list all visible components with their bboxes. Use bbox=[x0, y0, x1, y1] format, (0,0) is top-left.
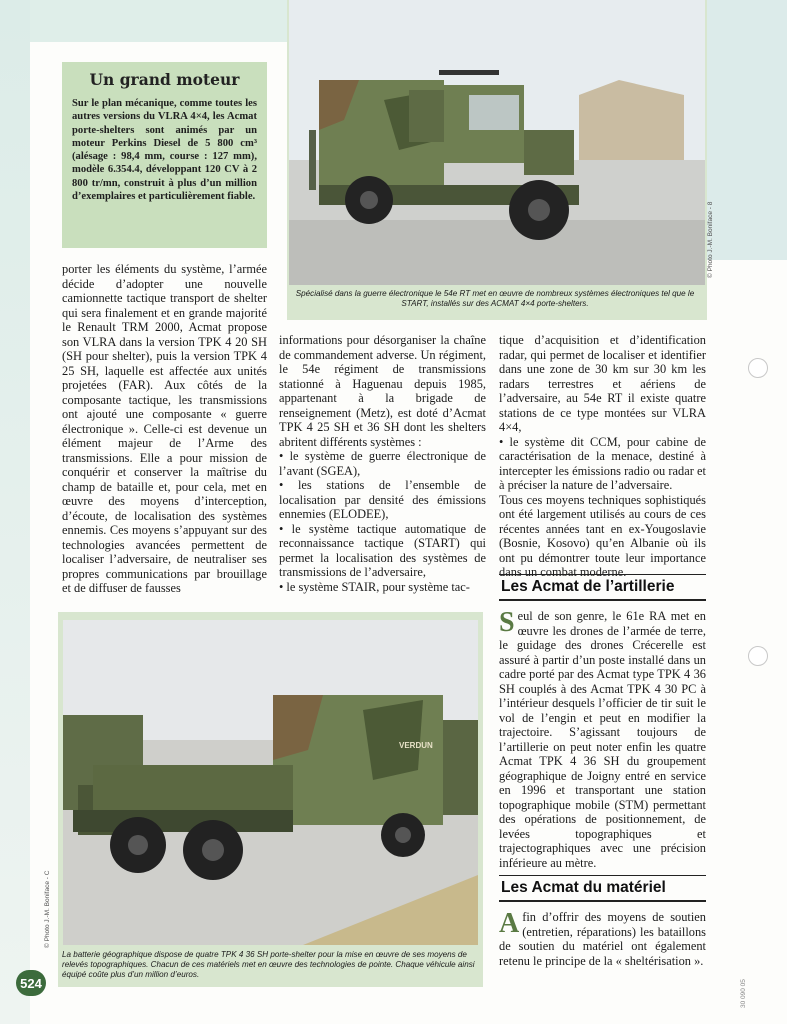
photo1-caption: Spécialisé dans la guerre électronique le 54e RT met en œuvre de nombreux systèmes électroniques tel que le START, installés sur des ACMAT 4×4 porte-shelters. bbox=[295, 289, 695, 308]
photo1-credit: © Photo J.-M. Boniface - 8 bbox=[707, 201, 714, 278]
section-heading-materiel: Les Acmat du matériel bbox=[499, 875, 706, 902]
article-column-2 bbox=[279, 333, 486, 594]
column2-bullet-start: • le système tactique automatique de reconnaissance tactique (START) qui permet la localisation des systèmes de transmissions de l’adversaire, bbox=[279, 521, 486, 579]
section-artillerie-body bbox=[499, 609, 706, 870]
section-materiel-text: fin d’offrir des moyens de soutien (entretien, réparations) les bataillons de soutien du matériel ont également retenu le principe de la « sheltérisation ». bbox=[499, 910, 706, 968]
binder-hole-top bbox=[748, 358, 768, 378]
intro-title: Un grand moteur bbox=[89, 70, 240, 89]
right-color-band bbox=[704, 0, 787, 260]
photo2-caption: La batterie géographique dispose de quatre TPK 4 36 SH porte-shelter pour la mise en œuvre de ses moyens de relevés topographiques. Chacun de ces matériels met en œuvre des technologies de pointe. Chaque véhicule ainsi équipé coûte plus d’un million d’euros. bbox=[62, 950, 475, 979]
column2-bullet-stair: • le système STAIR, pour système tac- bbox=[279, 579, 470, 594]
dropcap-materiel: A bbox=[499, 908, 520, 939]
photo-truck-verdun bbox=[63, 620, 478, 945]
intro-box bbox=[62, 62, 267, 248]
column3-paragraph: tique d’acquisition et d’identification radar, qui permet de localiser et identifier dans une zone de 30 km sur 30 km les radars terrestres et aériens de l’adversaire, au 54e RT il existe quatre stations de ce type montées sur VLRA 4×4, bbox=[499, 333, 706, 434]
column2-bullet-elodee: • les stations de l’ensemble de localisation par densité des émissions ennemies (ELODEE), bbox=[279, 478, 486, 521]
column3-bullet-ccm: • le système dit CCM, pour cabine de caractérisation de la menace, destiné à intercepter les émissions radio ou radar et à préciser la nature de l’adversaire. bbox=[499, 434, 706, 492]
binder-hole-bottom bbox=[748, 646, 768, 666]
section-artillerie-text: eul de son genre, le 61e RA met en œuvre les drones de l’armée de terre, le guidage des drones Crécerelle est assuré à partir d’un poste installé dans un cadre porté par des Acmat type TPK 4 36 SH couplés à des Acmat TPK 4 30 PC à l’intérieur desquels l’officier de tir suit le vol de l’engin et peut en modifier la trajectoire. S’agissant toujours de l’artillerie on peut noter enfin les quatre Acmat TPK 4 36 SH du groupement géographique de Joigny entré en service en 1996 et transportant une station topographique mobile (STM) permettant des opérations de positionnement, de levées topographiques et trajectographiques avec une précision inférieure au mètre. bbox=[499, 609, 706, 870]
dropcap-artillerie: S bbox=[499, 607, 515, 638]
shelter-marking: VERDUN bbox=[399, 741, 433, 750]
column2-bullet-sgea: • le système de guerre électronique de l’avant (SGEA), bbox=[279, 449, 486, 478]
article-column-3 bbox=[499, 333, 706, 580]
photo-truck-start bbox=[289, 0, 705, 285]
page-number: 524 bbox=[16, 970, 46, 996]
section-materiel-body bbox=[499, 910, 706, 968]
article-column-1 bbox=[62, 262, 267, 596]
margin-code: 30 090 05 bbox=[740, 979, 747, 1008]
intro-text: Sur le plan mécanique, comme toutes les autres versions du VLRA 4×4, les Acmat porte-shelters sont animés par un moteur Perkins Diesel de 5 800 cm³ (alésage : 98,4 mm, course : 127 mm), modèle 6.354.4, développant 120 CV à 2 800 tr/mn, construit à plus d’un million d’exemplaires et particulièrement fiable. bbox=[72, 98, 257, 203]
column2-paragraph: informations pour désorganiser la chaîne de commandement adverse. Un régiment, le 54e régiment de transmissions stationné à Haguenau depuis 1985, appartenant à la brigade de renseignement (Metz), est doté d’Acmat TPK 4 25 SH et 36 SH dont les shelters abritent différents systèmes : bbox=[279, 333, 486, 449]
section-heading-artillerie: Les Acmat de l’artillerie bbox=[499, 574, 706, 601]
column1-text: porter les éléments du système, l’armée décide d’adopter une nouvelle camionnette tactique transport de shelter qui sera finalement et en grande majorité le Renault TRM 2000, Acmat propose son VLRA dans la version TPK 4 20 SH (SH pour shelter), puis la version TPK 4 25 SH, laquelle est affectée aux unités projetées (FAR). Aux côtés de la composante tactique, les transmissions ont ajouté une composante « guerre électronique ». Celle-ci est devenue un élément majeur de l’Arme des transmissions. Elle a pour mission de conquérir et conserver la maîtrise du champ de bataille et, pour cela, met en œuvre des moyens d’interception, d’écoute, de localisation des systèmes ennemis. Ces moyens s’appuyant sur des technologies avancées permettent de localiser l’adversaire, de neutraliser ses propres communications par brouillage et de diffuser de fausses bbox=[62, 262, 267, 595]
left-color-band bbox=[0, 0, 30, 1024]
column3-conclusion: Tous ces moyens techniques sophistiqués ont été largement utilisés au cours de ces récentes années tant en ex-Yougoslavie (Bosnie, Kosovo) qu’en Albanie où ils ont pu démontrer toute leur importance dans un combat moderne. bbox=[499, 492, 706, 579]
photo2-credit: © Photo J.-M. Boniface - C bbox=[44, 870, 51, 948]
